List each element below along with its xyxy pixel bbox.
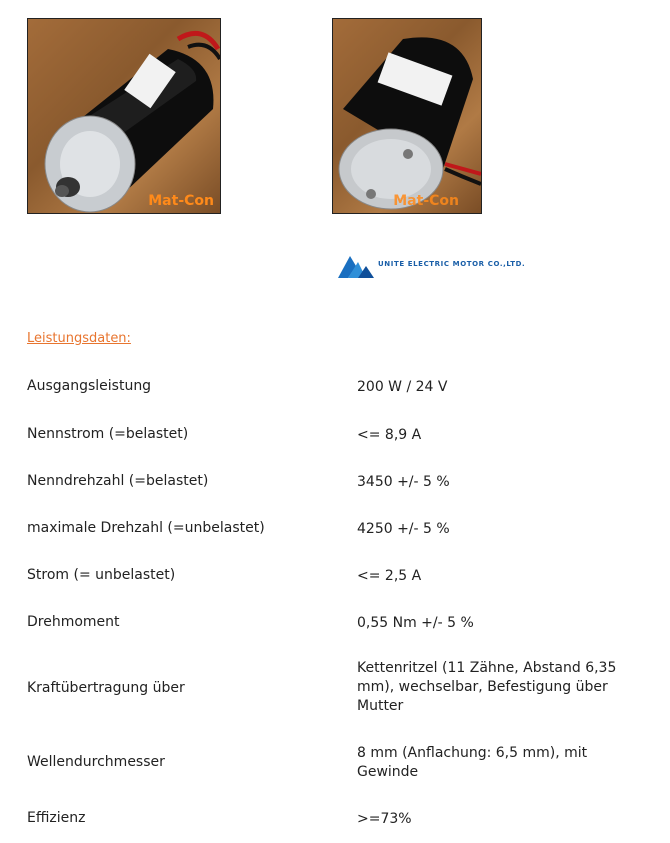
- spec-value: >=73%: [357, 811, 412, 827]
- spec-label: Effizienz: [27, 810, 86, 826]
- spec-label: Drehmoment: [27, 614, 120, 630]
- spec-label: Kraftübertragung über: [27, 680, 185, 696]
- motor-photo-front: [27, 18, 221, 214]
- section-heading: Leistungsdaten:: [27, 331, 131, 346]
- logo-icon: [336, 250, 376, 280]
- spec-value: Kettenritzel (11 Zähne, Abstand 6,35 mm), wechselbar, Befestigung über Mutter: [357, 660, 617, 714]
- watermark-left: Mat-Con: [148, 193, 214, 209]
- company-logo: [336, 250, 576, 280]
- spec-label: Ausgangsleistung: [27, 378, 152, 394]
- spec-label: Strom (= unbelastet): [27, 567, 176, 583]
- spec-value: <= 2,5 A: [357, 568, 422, 584]
- spec-value: 200 W / 24 V: [357, 379, 448, 395]
- spec-label: Wellendurchmesser: [27, 754, 165, 770]
- spec-value: 3450 +/- 5 %: [357, 474, 450, 490]
- spec-label: Nenndrehzahl (=belastet): [27, 473, 209, 489]
- spec-label: Nennstrom (=belastet): [27, 426, 189, 442]
- spec-value: 8 mm (Anflachung: 6,5 mm), mit Gewinde: [357, 745, 588, 780]
- motor-front-illustration: [28, 19, 220, 213]
- logo-text: UNITE ELECTRIC MOTOR CO.,LTD.: [378, 260, 526, 268]
- motor-back-illustration: [333, 19, 481, 213]
- spec-value: 0,55 Nm +/- 5 %: [357, 615, 474, 631]
- spec-value: <= 8,9 A: [357, 427, 422, 443]
- spec-value: 4250 +/- 5 %: [357, 521, 450, 537]
- motor-photo-back: [332, 18, 482, 214]
- watermark-right: Mat-Con: [393, 193, 459, 209]
- spec-label: maximale Drehzahl (=unbelastet): [27, 520, 265, 536]
